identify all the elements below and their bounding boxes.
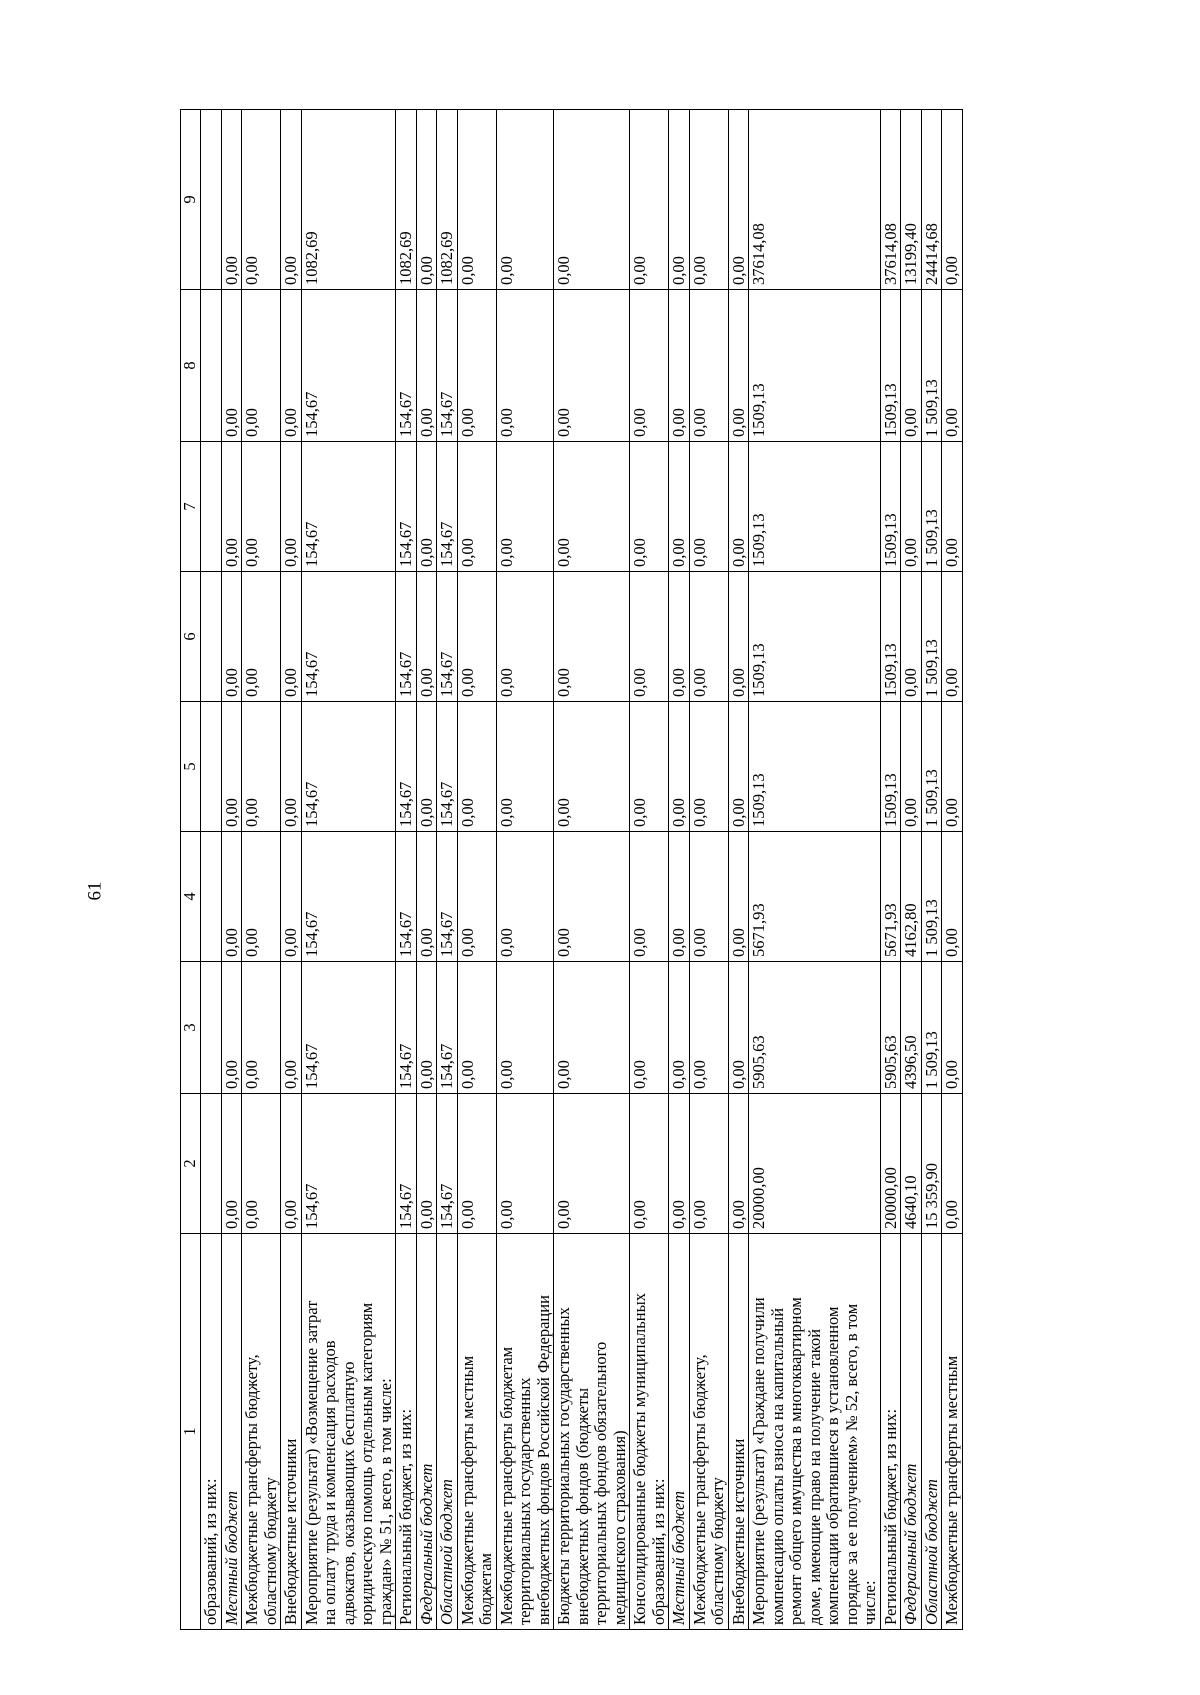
rotated-table-area [180,110,1190,1630]
value-cell: 0,00 [901,572,922,702]
value-cell: 0,00 [554,962,630,1094]
value-cell: 0,00 [630,110,669,290]
row-label: образований, из них: [201,1234,222,1630]
row-label: Федеральный бюджет [901,1234,922,1630]
table-row [921,110,942,1630]
value-cell: 0,00 [728,572,749,702]
value-cell: 0,00 [416,442,437,572]
page-number: 61 [84,881,106,901]
value-cell: 0,00 [669,962,690,1094]
value-cell: 0,00 [669,1094,690,1234]
value-cell: 0,00 [221,442,242,572]
value-cell: 0,00 [221,832,242,962]
value-cell: 0,00 [728,702,749,832]
value-cell: 0,00 [221,110,242,290]
value-cell: 154,67 [396,962,417,1094]
value-cell: 1 509,13 [921,702,942,832]
value-cell: 0,00 [242,442,281,572]
value-cell: 0,00 [689,962,728,1094]
value-cell: 0,00 [728,962,749,1094]
value-cell: 0,00 [416,1094,437,1234]
column-header: 6 [181,572,201,702]
value-cell: 37614,08 [880,110,901,290]
value-cell: 0,00 [242,110,281,290]
value-cell: 0,00 [689,442,728,572]
value-cell: 0,00 [416,290,437,442]
row-label: Консолидированные бюджеты муниципальных образований, из них: [630,1234,669,1630]
value-cell: 37614,08 [749,110,881,290]
value-cell: 0,00 [457,442,496,572]
value-cell: 0,00 [689,572,728,702]
value-cell: 0,00 [554,832,630,962]
row-label: Межбюджетные трансферты бюджету, областному бюджету [689,1234,728,1630]
value-cell: 4162,80 [901,832,922,962]
value-cell: 5905,63 [880,962,901,1094]
value-cell: 1 509,13 [921,572,942,702]
value-cell: 154,67 [437,832,458,962]
value-cell: 1509,13 [880,442,901,572]
value-cell: 1082,69 [396,110,417,290]
value-cell: 0,00 [496,110,554,290]
value-cell: 0,00 [942,572,963,702]
value-cell: 0,00 [901,290,922,442]
value-cell: 0,00 [942,832,963,962]
table-row [728,110,749,1630]
value-cell [201,702,222,832]
value-cell: 0,00 [901,702,922,832]
value-cell: 0,00 [942,702,963,832]
table-row [437,110,458,1630]
value-cell: 0,00 [669,110,690,290]
value-cell: 154,67 [301,572,396,702]
table-row [901,110,922,1630]
header-row [181,110,201,1630]
value-cell: 1 509,13 [921,290,942,442]
row-label: Межбюджетные трансферты местным [942,1234,963,1630]
row-label: Федеральный бюджет [416,1234,437,1630]
value-cell: 4640,10 [901,1094,922,1234]
value-cell: 0,00 [457,1094,496,1234]
value-cell: 0,00 [728,442,749,572]
value-cell: 0,00 [669,832,690,962]
table-row [221,110,242,1630]
value-cell: 0,00 [942,110,963,290]
value-cell: 1082,69 [437,110,458,290]
value-cell: 0,00 [457,572,496,702]
column-header: 2 [181,1094,201,1234]
value-cell: 154,67 [396,442,417,572]
value-cell: 1509,13 [749,290,881,442]
value-cell: 0,00 [242,572,281,702]
value-cell: 15 359,90 [921,1094,942,1234]
column-header: 9 [181,110,201,290]
value-cell: 154,67 [437,962,458,1094]
value-cell: 1082,69 [301,110,396,290]
column-header: 5 [181,702,201,832]
value-cell: 0,00 [728,832,749,962]
value-cell: 0,00 [630,290,669,442]
value-cell: 0,00 [689,702,728,832]
value-cell: 1509,13 [880,702,901,832]
value-cell: 154,67 [301,702,396,832]
row-label: Внебюджетные источники [281,1234,302,1630]
value-cell: 154,67 [396,702,417,832]
value-cell: 0,00 [554,1094,630,1234]
value-cell: 1 509,13 [921,832,942,962]
value-cell: 0,00 [416,110,437,290]
value-cell: 0,00 [554,702,630,832]
row-label: Бюджеты территориальных государственных внебюджетных фондов (бюджеты территориальных фондов обязательного медицинского страхования) [554,1234,630,1630]
value-cell: 0,00 [496,962,554,1094]
value-cell: 0,00 [630,702,669,832]
value-cell: 0,00 [942,962,963,1094]
row-label: Местный бюджет [221,1234,242,1630]
value-cell: 1509,13 [880,572,901,702]
value-cell: 0,00 [728,290,749,442]
row-label: Внебюджетные источники [728,1234,749,1630]
value-cell: 1509,13 [749,702,881,832]
value-cell: 0,00 [630,572,669,702]
table-row [689,110,728,1630]
value-cell: 0,00 [901,442,922,572]
table-body [201,110,963,1630]
value-cell: 0,00 [242,962,281,1094]
value-cell: 0,00 [242,702,281,832]
column-header: 8 [181,290,201,442]
value-cell [201,832,222,962]
row-label: Межбюджетные трансферты местным бюджетам [457,1234,496,1630]
value-cell: 5905,63 [749,962,881,1094]
column-header: 7 [181,442,201,572]
table-row [396,110,417,1630]
value-cell: 0,00 [281,702,302,832]
value-cell: 154,67 [437,290,458,442]
value-cell: 5671,93 [749,832,881,962]
value-cell: 0,00 [689,1094,728,1234]
value-cell: 4396,50 [901,962,922,1094]
value-cell: 0,00 [669,442,690,572]
value-cell: 0,00 [689,110,728,290]
value-cell: 24414,68 [921,110,942,290]
value-cell [201,962,222,1094]
value-cell: 154,67 [301,290,396,442]
value-cell: 0,00 [630,832,669,962]
value-cell: 154,67 [437,702,458,832]
value-cell: 0,00 [457,962,496,1094]
value-cell: 1 509,13 [921,962,942,1094]
value-cell: 0,00 [281,442,302,572]
table-row [416,110,437,1630]
value-cell: 0,00 [457,702,496,832]
value-cell: 0,00 [242,1094,281,1234]
value-cell: 0,00 [221,962,242,1094]
value-cell: 0,00 [496,702,554,832]
table-row [749,110,881,1630]
value-cell: 0,00 [689,832,728,962]
value-cell: 0,00 [457,290,496,442]
table-row [554,110,630,1630]
value-cell: 154,67 [396,572,417,702]
value-cell: 154,67 [396,832,417,962]
value-cell: 0,00 [942,442,963,572]
value-cell: 154,67 [301,442,396,572]
value-cell: 1509,13 [880,290,901,442]
value-cell: 0,00 [496,290,554,442]
value-cell: 0,00 [221,572,242,702]
value-cell: 0,00 [221,290,242,442]
value-cell: 154,67 [301,962,396,1094]
value-cell: 0,00 [669,290,690,442]
row-label: Мероприятие (результат) «Возмещение затрат на оплату труда и компенсация расходов адвокатов, оказывающих бесплатную юридическую помощь отдельным категориям граждан» № 51, всего, в том числе: [301,1234,396,1630]
value-cell: 0,00 [942,290,963,442]
column-header: 3 [181,962,201,1094]
table-row [457,110,496,1630]
row-label: Областной бюджет [437,1234,458,1630]
value-cell: 0,00 [669,702,690,832]
value-cell: 0,00 [457,832,496,962]
value-cell: 0,00 [630,442,669,572]
value-cell: 0,00 [554,442,630,572]
value-cell: 0,00 [281,110,302,290]
value-cell: 154,67 [396,1094,417,1234]
row-label: Местный бюджет [669,1234,690,1630]
value-cell: 1509,13 [749,572,881,702]
value-cell: 20000,00 [749,1094,881,1234]
value-cell: 0,00 [728,1094,749,1234]
table-row [942,110,963,1630]
value-cell: 0,00 [416,572,437,702]
value-cell [201,572,222,702]
value-cell: 0,00 [281,962,302,1094]
value-cell [201,290,222,442]
value-cell: 0,00 [689,290,728,442]
table-row [242,110,281,1630]
value-cell: 0,00 [281,572,302,702]
value-cell: 0,00 [669,572,690,702]
table-row [669,110,690,1630]
value-cell: 154,67 [437,442,458,572]
value-cell: 0,00 [496,1094,554,1234]
row-label: Областной бюджет [921,1234,942,1630]
value-cell: 0,00 [554,572,630,702]
table-row [201,110,222,1630]
value-cell: 0,00 [416,702,437,832]
row-label: Региональный бюджет, из них: [396,1234,417,1630]
value-cell: 154,67 [437,572,458,702]
table-row [630,110,669,1630]
value-cell: 154,67 [396,290,417,442]
value-cell: 0,00 [221,702,242,832]
table-row [496,110,554,1630]
row-label: Мероприятие (результат) «Граждане получили компенсацию оплаты взноса на капитальный ремонт общего имущества в многоквартирном доме, имеющие право на получение такой компенсации обратившиеся в установленном порядке за ее получением» № 52, всего, в том числе: [749,1234,881,1630]
value-cell: 0,00 [221,1094,242,1234]
value-cell [201,1094,222,1234]
value-cell [201,442,222,572]
column-header: 1 [181,1234,201,1630]
value-cell: 0,00 [281,290,302,442]
value-cell: 0,00 [416,832,437,962]
value-cell: 0,00 [496,832,554,962]
value-cell: 0,00 [496,442,554,572]
value-cell: 0,00 [242,290,281,442]
value-cell: 0,00 [554,110,630,290]
value-cell: 0,00 [728,110,749,290]
value-cell: 154,67 [301,832,396,962]
table-row [880,110,901,1630]
value-cell: 154,67 [301,1094,396,1234]
value-cell: 0,00 [630,1094,669,1234]
value-cell: 0,00 [242,832,281,962]
table-row [301,110,396,1630]
value-cell: 0,00 [630,962,669,1094]
value-cell [201,110,222,290]
table-row [281,110,302,1630]
value-cell: 0,00 [554,290,630,442]
value-cell: 5671,93 [880,832,901,962]
value-cell: 0,00 [457,110,496,290]
value-cell: 0,00 [281,832,302,962]
value-cell: 1 509,13 [921,442,942,572]
value-cell: 0,00 [496,572,554,702]
value-cell: 13199,40 [901,110,922,290]
row-label: Межбюджетные трансферты бюджетам территориальных государственных внебюджетных фондов Российской Федерации [496,1234,554,1630]
value-cell: 0,00 [416,962,437,1094]
value-cell: 154,67 [437,1094,458,1234]
row-label: Региональный бюджет, из них: [880,1234,901,1630]
row-label: Межбюджетные трансферты бюджету, областному бюджету [242,1234,281,1630]
value-cell: 1509,13 [749,442,881,572]
value-cell: 0,00 [281,1094,302,1234]
column-header: 4 [181,832,201,962]
budget-table [180,109,963,1630]
value-cell: 20000,00 [880,1094,901,1234]
value-cell: 0,00 [942,1094,963,1234]
